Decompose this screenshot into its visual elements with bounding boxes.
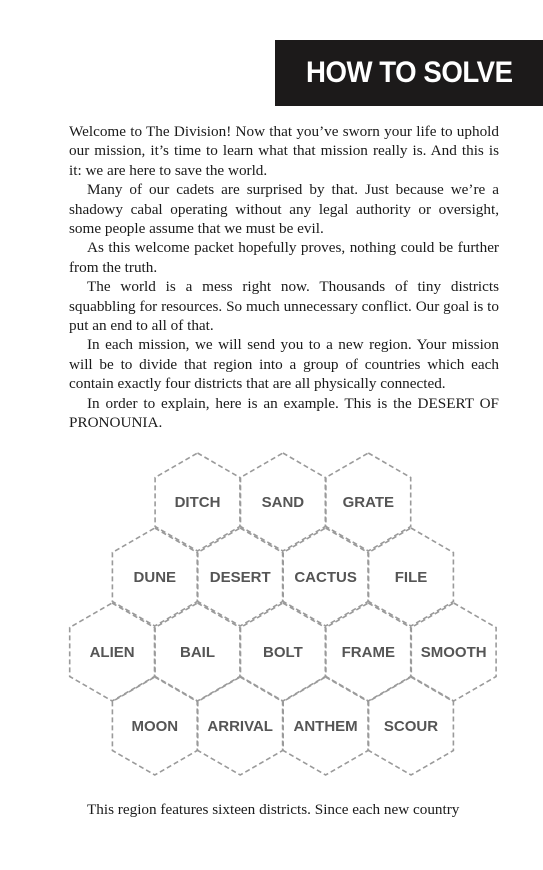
paragraph: As this welcome packet hopefully proves, nothing could be further from the truth. [69,239,499,276]
district-label: CACTUS [294,569,357,586]
district-label: SCOUR [383,718,439,735]
district-label: DESERT [209,569,271,586]
district-label: ALIEN [89,644,135,661]
district-label: DUNE [133,569,177,586]
district-label: FILE [394,569,428,586]
district-label: ANTHEM [293,718,358,735]
district-label: SMOOTH [420,644,487,661]
district-label: SAND [261,494,305,511]
district-label: ARRIVAL [207,718,273,735]
closing-text [69,800,499,819]
section-header [275,40,543,106]
intro-text [69,122,499,433]
region-hex-map [0,440,543,785]
district-label: GRATE [342,494,394,511]
section-title: HOW TO SOLVE [305,56,513,89]
district-label: BOLT [263,644,303,661]
paragraph: Welcome to The Division! Now that you’ve sworn your life to uphold our mission, it’s time to learn what that mission really is. And this is it: we are here to save the world. [69,123,499,179]
paragraph: In order to explain, here is an example. This is the DESERT OF PRONOUNIA. [69,394,499,432]
district-label: DITCH [174,494,221,511]
paragraph: Many of our cadets are surprised by that. Just because we’re a shadowy cabal operating without any legal authority or oversight, some people assume that we must be evil. [69,181,499,238]
district-label: MOON [131,718,179,735]
paragraph: This region features sixteen districts. Since each new country [87,801,460,818]
district-label: FRAME [341,644,395,661]
paragraph: The world is a mess right now. Thousands of tiny districts squabbling for resources. So much unnecessary conflict. Our goal is to put an end to all of that. [69,278,499,335]
paragraph: In each mission, we will send you to a new region. Your mission will be to divide that region into a group of countries which each contain exactly four districts that are all physically connected. [69,336,499,393]
district-label: BAIL [180,644,215,661]
